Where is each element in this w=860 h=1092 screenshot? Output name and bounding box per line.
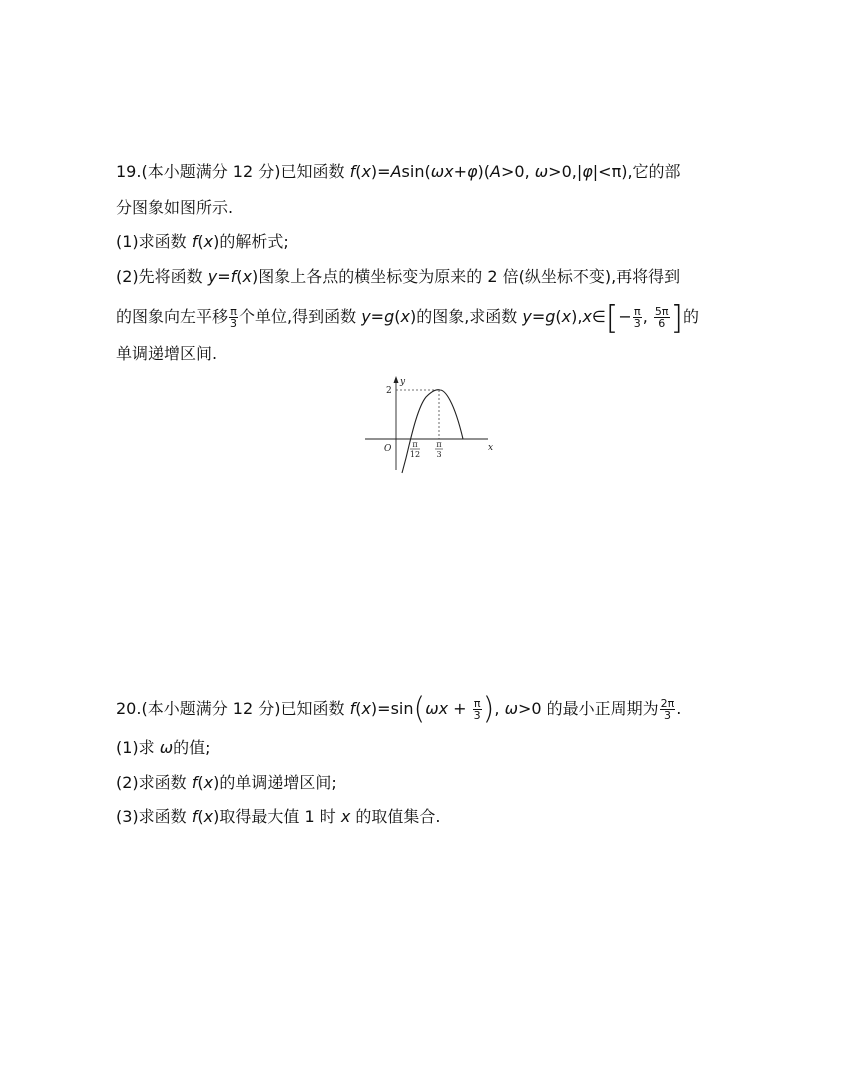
x-tick-pi3-num: π <box>436 440 442 449</box>
q19-statement-line1: 19.(本小题满分 12 分)已知函数 f(x)=Asin(ωx+φ)(A>0, ω>0,|φ|<π),它的部 <box>116 162 681 181</box>
q19-part2-line3: 单调递增区间. <box>116 344 218 363</box>
x-tick-pi12-den: 12 <box>409 450 421 459</box>
q20-statement: 20.(本小题满分 12 分)已知函数 f(x)=sin(ωx + $\frac{\pi}{3}$ ), ω>0 的最小正周期为 $\frac{2\pi}{3}$ . <box>116 691 682 727</box>
q20-part3: (3)求函数 f(x)取得最大值 1 时 x 的取值集合. <box>116 807 441 826</box>
origin-label: O <box>384 444 392 454</box>
y-tick-2: 2 <box>386 386 392 396</box>
sine-graph-figure <box>360 370 510 480</box>
fraction-pi-over-3-interval: $\frac{\pi}{3}$ <box>633 305 641 330</box>
fraction-2pi-over-3: $\frac{2\pi}{3}$ <box>660 697 675 722</box>
x-tick-pi12-num: π <box>412 440 418 449</box>
q19-part1: (1)求函数 f(x)的解析式; <box>116 232 289 251</box>
q19-part2-line1: (2)先将函数 y=f(x)图象上各点的横坐标变为原来的 2 倍(纵坐标不变),再将得到 <box>116 267 681 286</box>
x-axis-label: x <box>488 443 494 453</box>
q20-part1: (1)求 ω的值; <box>116 738 211 757</box>
fraction-5pi-over-6: $\frac{5\pi}{6}$ <box>654 305 669 330</box>
fraction-pi-over-3-phase: $\frac{\pi}{3}$ <box>473 697 481 722</box>
q19-part2-line2: 的图象向左平移 $\frac{\pi}{3}$ 个单位,得到函数 y=g(x)的图象,求函数 y=g(x),x∈[− $\frac{\pi}{3}$ , $\frac{5\pi}{6}$ ]的 <box>116 298 700 337</box>
sine-curve <box>402 390 463 473</box>
q19-statement-line2: 分图象如图所示. <box>116 198 234 217</box>
y-axis-label: y <box>400 377 406 387</box>
x-tick-pi3-den: 3 <box>436 450 442 459</box>
y-axis-arrow <box>394 376 399 383</box>
fraction-pi-over-3: $\frac{\pi}{3}$ <box>230 305 238 330</box>
q20-part2: (2)求函数 f(x)的单调递增区间; <box>116 773 337 792</box>
